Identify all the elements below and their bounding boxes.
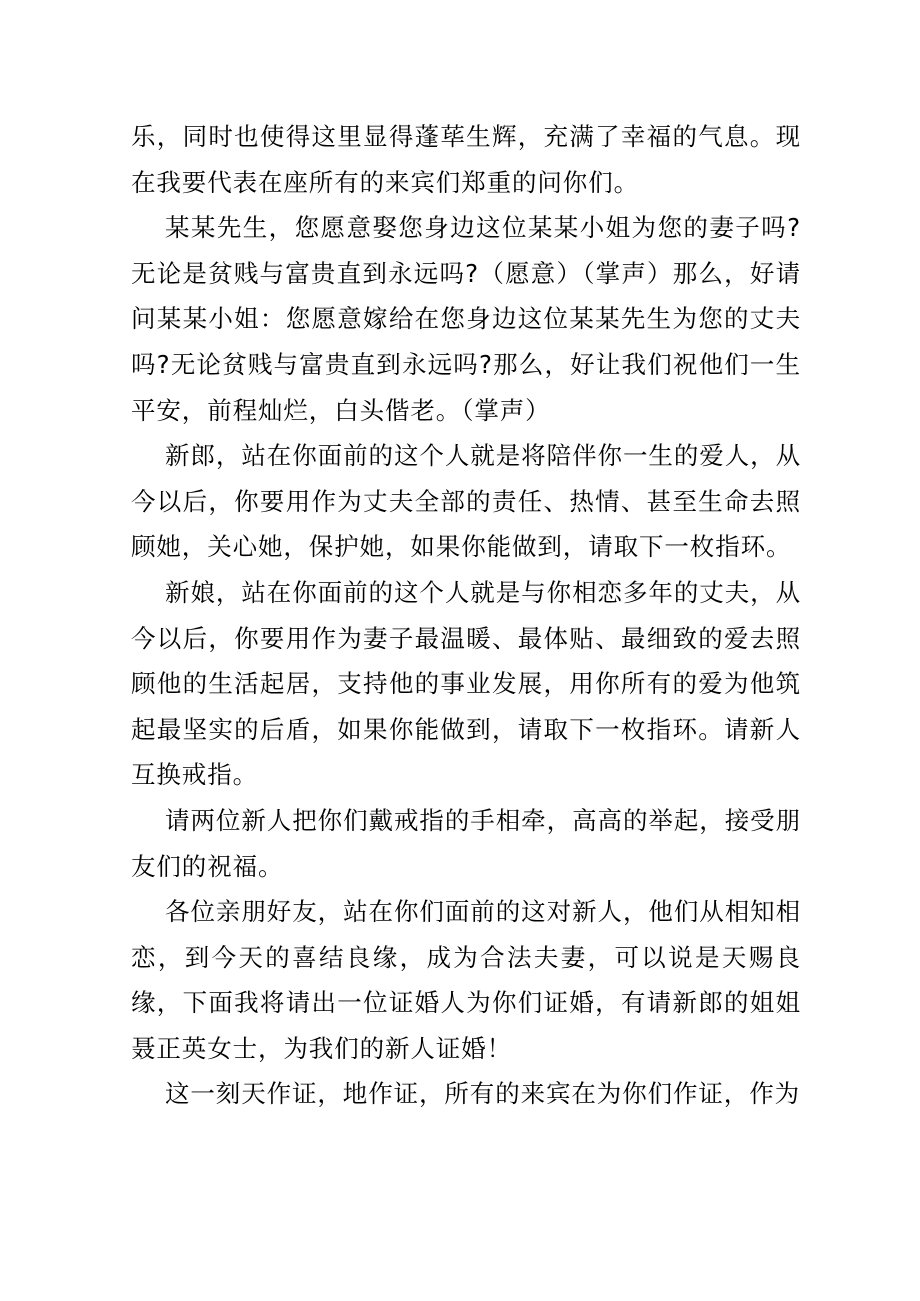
paragraph-4: 新娘，站在你面前的这个人就是与你相恋多年的丈夫，从今以后，你要用作为妻子最温暖、最体贴、最细致的爱去照顾他的生活起居，支持他的事业发展，用你所有的爱为他筑起最坚实的后盾，如果你能做到，请取下一枚指环。请新人互换戒指。	[131, 577, 801, 790]
paragraph-1: 乐，同时也使得这里显得蓬荜生辉，充满了幸福的气息。现在我要代表在座所有的来宾们郑重的问你们。	[131, 122, 801, 197]
paragraph-7: 这一刻天作证，地作证，所有的来宾在为你们作证，作为	[165, 1079, 800, 1109]
paragraph-5: 请两位新人把你们戴戒指的手相牵，高高的举起，接受朋友们的祝福。	[131, 805, 801, 881]
paragraph-3: 新郎，站在你面前的这个人就是将陪伴你一生的爱人，从今以后，你要用作为丈夫全部的责任、热情、甚至生命去照顾她，关心她，保护她，如果你能做到，请取下一枚指环。	[131, 441, 801, 562]
paragraph-2: 某某先生，您愿意娶您身边这位某某小姐为您的妻子吗?无论是贫贱与富贵直到永远吗?（愿意）（掌声）那么，好请问某某小姐：您愿意嫁给在您身边这位某某先生为您的丈夫吗?无论贫贱与富贵直到永远吗?那么，好让我们祝他们一生平安，前程灿烂，白头偕老。（掌声）	[131, 213, 801, 425]
paragraph-6: 各位亲朋好友，站在你们面前的这对新人，他们从相知相恋，到今天的喜结良缘，成为合法夫妻，可以说是天赐良缘，下面我将请出一位证婚人为你们证婚，有请新郎的姐姐聂正英女士，为我们的新人证婚！	[131, 897, 801, 1063]
document-body	[131, 114, 801, 1117]
